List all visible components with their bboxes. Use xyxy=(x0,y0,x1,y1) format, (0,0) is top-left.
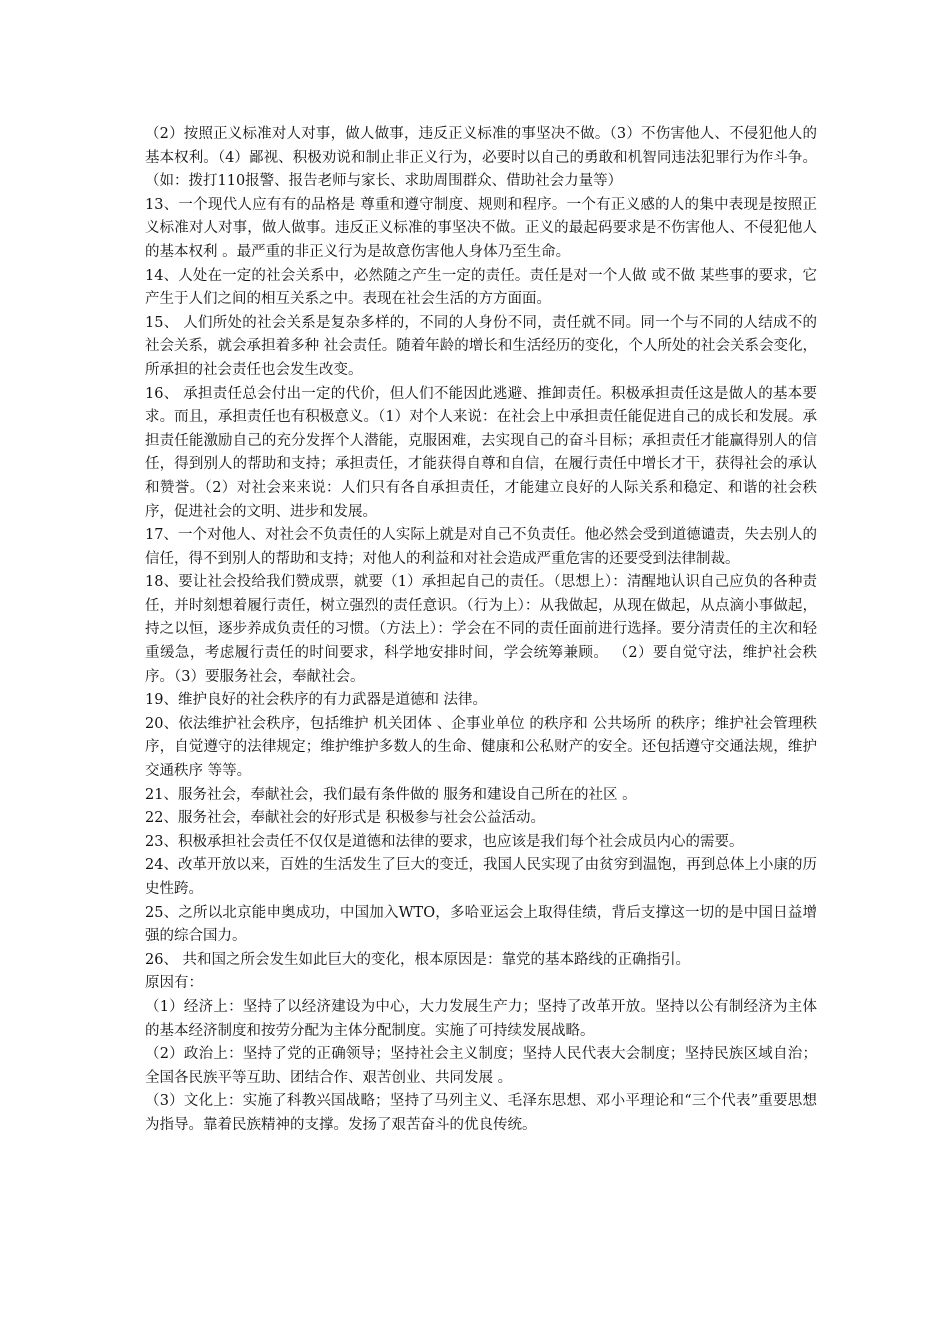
paragraph-22: 22、服务社会，奉献社会的好形式是 积极参与社会公益活动。 xyxy=(145,810,546,827)
paragraph-21: 21、服务社会，奉献社会，我们最有条件做的 服务和建设自己所在的社区 。 xyxy=(145,786,637,803)
paragraph-reasons-heading: 原因有： xyxy=(145,975,203,992)
paragraph-19: 19、维护良好的社会秩序的有力武器是道德和 法律。 xyxy=(145,692,488,709)
paragraph-13: 13、一个现代人应有有的品格是 尊重和遵守制度、规则和程序。一个有正义感的人的集中表现是按照正义标准对人对事，做人做事。违反正义标准的事坚决不做。正义的最起码要求是不伤害他人、不侵犯他人的基本权利 。最严重的非正义行为是故意伤害他人身体乃至生命。 xyxy=(145,196,817,260)
paragraph-20: 20、依法维护社会秩序，包括维护 机关团体 、企事业单位 的秩序和 公共场所 的秩序；维护社会管理秩序，自觉遵守的法律规定；维护维护多数人的生命、健康和公私财产的安全。还包括遵守交通法规，维护交通秩序 等等。 xyxy=(145,715,817,780)
paragraph-25: 25、之所以北京能申奥成功，中国加入WTO，多哈亚运会上取得佳绩，背后支撑这一切的是中国日益增强的综合国力。 xyxy=(145,904,817,945)
paragraph-15: 15、 人们所处的社会关系是复杂多样的，不同的人身份不同，责任就不同。同一个与不同的人结成不的社会关系，就会承担着多种 社会责任。随着年龄的增长和生活经历的变化，个人所处的社会关系会变化，所承担的社会责任也会发生改变。 xyxy=(145,314,817,378)
paragraph-reason-politics: （2）政治上：坚持了党的正确领导；坚持社会主义制度；坚持人民代表大会制度；坚持民族区域自治； 全国各民族平等互助、团结合作、艰苦创业、共同发展 。 xyxy=(145,1046,817,1086)
paragraph-17: 17、一个对他人、对社会不负责任的人实际上就是对自己不负责任。他必然会受到道德谴责，失去别人的信任，得不到别人的帮助和支持；对他人的利益和对社会造成严重危害的还要受到法律制裁。 xyxy=(145,527,817,567)
paragraph-26: 26、 共和国之所会发生如此巨大的变化，根本原因是：靠党的基本路线的正确指引。 xyxy=(145,951,691,968)
paragraph-justice-requirements: （2）按照正义标准对人对事，做人做事，违反正义标准的事坚决不做。（3）不伤害他人、不侵犯他人的基本权利。（4）鄙视、积极劝说和制止非正义行为，必要时以自己的勇敢和机智同违法犯罪行为作斗争。（如：拨打110报警、报告老师与家长、求助周围群众、借助社会力量等） xyxy=(145,126,817,190)
paragraph-18: 18、要让社会投给我们赞成票，就要（1）承担起自己的责任。（思想上）：清醒地认识自己应负的各种责任，并时刻想着履行责任，树立强烈的责任意识。（行为上）：从我做起，从现在做起，从点滴小事做起，持之以恒，逐步养成负责任的习惯。（方法上）：学会在不同的责任面前进行选择。要分清责任的主次和轻重缓急，考虑履行责任的时间要求，科学地安排时间，学会统筹兼顾。 （2）要自觉守法，维护社会秩序。（3）要服务社会，奉献社会。 xyxy=(145,574,818,685)
paragraph-reason-economy: （1）经济上：坚持了以经济建设为中心，大力发展生产力；坚持了改革开放。坚持以公有制经济为主体的基本经济制度和按劳分配为主体分配制度。实施了可持续发展战略。 xyxy=(145,998,817,1039)
paragraph-23: 23、积极承担社会责任不仅仅是道德和法律的要求，也应该是我们每个社会成员内心的需要。 xyxy=(145,833,744,850)
paragraph-14: 14、人处在一定的社会关系中，必然随之产生一定的责任。责任是对一个人做 或不做 某些事的要求，它产生于人们之间的相互关系之中。表现在社会生活的方方面面。 xyxy=(145,267,817,308)
paragraph-reason-culture: （3）文化上：实施了科教兴国战略；坚持了马列主义、毛泽东思想、邓小平理论和“三个代表”重要思想为指导。靠着民族精神的支撑。发扬了艰苦奋斗的优良传统。 xyxy=(145,1093,817,1133)
paragraph-24: 24、改革开放以来，百姓的生活发生了巨大的变迁，我国人民实现了由贫穷到温饱，再到总体上小康的历史性跨。 xyxy=(145,857,817,897)
paragraph-16: 16、 承担责任总会付出一定的代价，但人们不能因此逃避、推卸责任。积极承担责任这是做人的基本要求。而且，承担责任也有积极意义。（1）对个人来说：在社会上中承担责任能促进自己的成长和发展。承担责任能激励自己的充分发挥个人潜能，克服困难，去实现自己的奋斗目标；承担责任才能赢得别人的信任，得到别人的帮助和支持；承担责任，才能获得自尊和自信，在履行责任中增长才干，获得社会的承认和赞誉。（2）对社会来来说：人们只有各自承担责任，才能建立良好的人际关系和稳定、和谐的社会秩序，促进社会的文明、进步和发展。 xyxy=(145,385,817,520)
document-body xyxy=(145,123,817,1138)
